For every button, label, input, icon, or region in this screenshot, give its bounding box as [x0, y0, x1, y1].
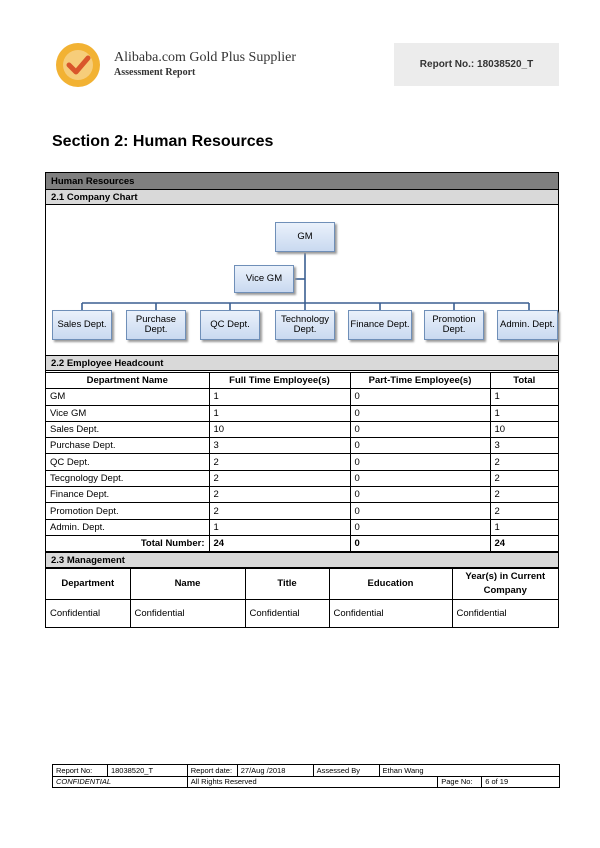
section-title: Section 2: Human Resources: [52, 133, 274, 150]
column-header: Title: [245, 569, 329, 600]
table-row: [46, 487, 558, 503]
org-chart: [46, 205, 558, 355]
total-cell: 2: [490, 470, 558, 486]
total-cell: 3: [490, 438, 558, 454]
report-number: Report No.: 18038520_T: [419, 59, 534, 70]
column-header: Total: [490, 373, 558, 389]
gold-check-badge-icon: [55, 42, 101, 88]
org-node-promotion-dept: Promotion Dept.: [424, 310, 484, 340]
column-header: Education: [329, 569, 452, 600]
headcount-title: 2.2 Employee Headcount: [46, 355, 558, 371]
org-node-technology-dept: Technology Dept.: [275, 310, 335, 340]
part-time-cell: 0: [350, 487, 490, 503]
department-cell: GM: [46, 389, 209, 405]
brand-subtitle: Assessment Report: [114, 67, 196, 78]
org-node-gm: GM: [275, 222, 335, 252]
department-cell: Tecgnology Dept.: [46, 470, 209, 486]
headcount-table: [46, 372, 558, 552]
part-time-cell: 0: [350, 519, 490, 535]
total-row: [46, 535, 558, 551]
page-footer: [52, 764, 560, 788]
table-row: [46, 438, 558, 454]
years-cell: Confidential: [452, 600, 558, 627]
full-time-cell: 2: [209, 470, 350, 486]
report-date-label: Report date:: [187, 765, 237, 777]
table-row: [46, 389, 558, 405]
report-number-box: [394, 43, 559, 86]
org-node-admin-dept: Admin. Dept.: [497, 310, 558, 340]
management-table: [46, 568, 558, 627]
management-title: 2.3 Management: [46, 552, 558, 568]
footer-table: [52, 764, 560, 788]
column-header: Department: [46, 569, 130, 600]
part-time-cell: 0: [350, 438, 490, 454]
full-time-cell: 1: [209, 405, 350, 421]
org-node-sales-dept: Sales Dept.: [52, 310, 112, 340]
part-time-cell: 0: [350, 503, 490, 519]
assessed-by-value: Ethan Wang: [379, 765, 559, 777]
assessed-by-label: Assessed By: [313, 765, 379, 777]
report-no-label: Report No:: [53, 765, 108, 777]
part-time-cell: 0: [350, 405, 490, 421]
total-cell: 1: [490, 405, 558, 421]
table-row: [46, 421, 558, 437]
department-cell: QC Dept.: [46, 454, 209, 470]
full-time-cell: 2: [209, 487, 350, 503]
footer-row-2: [53, 776, 560, 788]
report-no-value: 18038520_T: [107, 765, 187, 777]
page-no-value: 6 of 19: [482, 776, 560, 788]
table-row: [46, 600, 558, 627]
education-cell: Confidential: [329, 600, 452, 627]
column-header: Full Time Employee(s): [209, 373, 350, 389]
headcount-header-row: [46, 373, 558, 389]
total-cell: 2: [490, 487, 558, 503]
full-time-cell: 2: [209, 454, 350, 470]
column-header: Part-Time Employee(s): [350, 373, 490, 389]
total-cell: 1: [490, 389, 558, 405]
total-part-time: 0: [350, 535, 490, 551]
part-time-cell: 0: [350, 389, 490, 405]
part-time-cell: 0: [350, 454, 490, 470]
department-cell: Admin. Dept.: [46, 519, 209, 535]
total-cell: 10: [490, 421, 558, 437]
org-node-finance-dept: Finance Dept.: [348, 310, 412, 340]
panel-title: Human Resources: [46, 173, 558, 189]
report-date-value: 27/Aug /2018: [237, 765, 313, 777]
department-cell: Promotion Dept.: [46, 503, 209, 519]
confidential-label: CONFIDENTIAL: [53, 776, 188, 788]
column-header: Name: [130, 569, 245, 600]
org-node-qc-dept: QC Dept.: [200, 310, 260, 340]
title-cell: Confidential: [245, 600, 329, 627]
full-time-cell: 2: [209, 503, 350, 519]
department-cell: Vice GM: [46, 405, 209, 421]
brand-title: Alibaba.com Gold Plus Supplier: [114, 50, 296, 65]
full-time-cell: 1: [209, 519, 350, 535]
org-node-vice-gm: Vice GM: [234, 265, 294, 293]
footer-row-1: [53, 765, 560, 777]
department-cell: Finance Dept.: [46, 487, 209, 503]
total-label: Total Number:: [46, 535, 209, 551]
name-cell: Confidential: [130, 600, 245, 627]
column-header: Year(s) in Current Company: [452, 569, 558, 600]
table-row: [46, 405, 558, 421]
total-cell: 2: [490, 454, 558, 470]
table-row: [46, 519, 558, 535]
rights-label: All Rights Reserved: [187, 776, 437, 788]
column-header: Department Name: [46, 373, 209, 389]
table-row: [46, 454, 558, 470]
part-time-cell: 0: [350, 470, 490, 486]
page-no-label: Page No:: [438, 776, 482, 788]
part-time-cell: 0: [350, 421, 490, 437]
total-cell: 2: [490, 503, 558, 519]
company-chart-title: 2.1 Company Chart: [46, 189, 558, 205]
total-cell: 1: [490, 519, 558, 535]
full-time-cell: 10: [209, 421, 350, 437]
total-overall: 24: [490, 535, 558, 551]
human-resources-panel: [45, 172, 559, 628]
full-time-cell: 3: [209, 438, 350, 454]
org-node-purchase-dept: Purchase Dept.: [126, 310, 186, 340]
table-row: [46, 503, 558, 519]
department-cell: Sales Dept.: [46, 421, 209, 437]
table-row: [46, 470, 558, 486]
department-cell: Confidential: [46, 600, 130, 627]
department-cell: Purchase Dept.: [46, 438, 209, 454]
total-full-time: 24: [209, 535, 350, 551]
management-header-row: [46, 569, 558, 600]
full-time-cell: 1: [209, 389, 350, 405]
